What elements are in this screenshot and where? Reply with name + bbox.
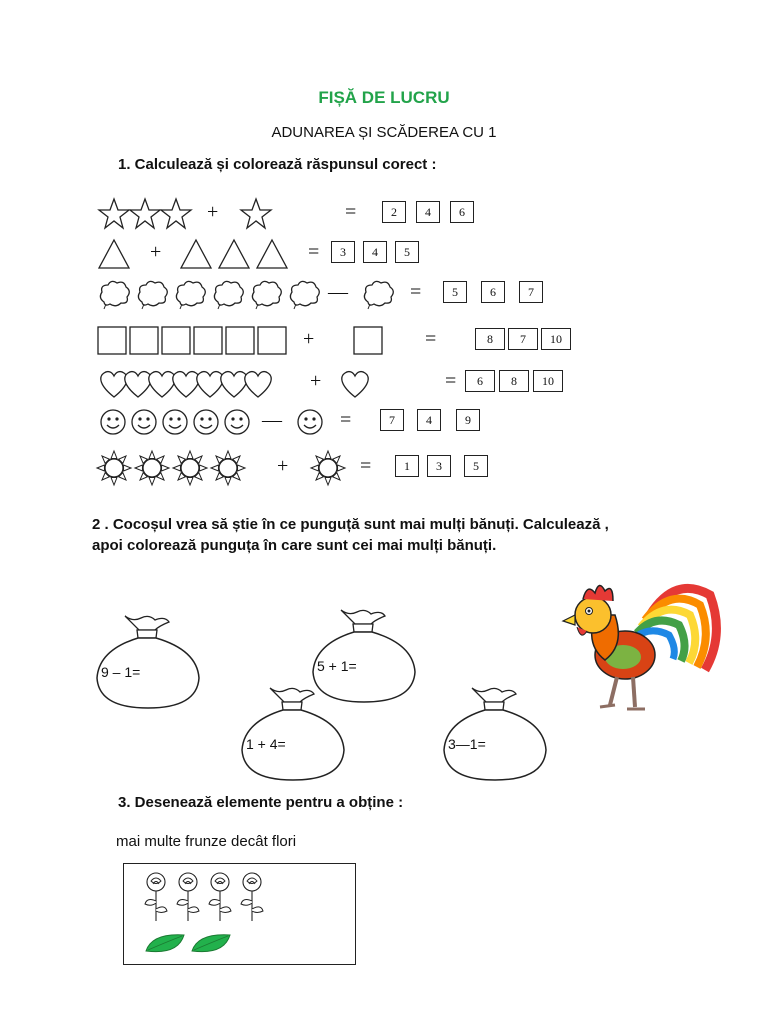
equals-sign: = — [308, 241, 320, 263]
exercise2-instruction-line2: apoi colorează punguța în care sunt cei mai mulți bănuți. — [92, 537, 497, 554]
sun-icon — [172, 450, 208, 486]
equals-sign: = — [410, 281, 422, 303]
answer-option-box[interactable]: 4 — [417, 409, 441, 431]
heart-icon — [337, 365, 373, 401]
square-icon — [192, 323, 228, 359]
answer-option-box[interactable]: 8 — [475, 328, 505, 350]
star-icon — [158, 196, 194, 232]
answer-option-box[interactable]: 6 — [450, 201, 474, 223]
answer-option-box[interactable]: 5 — [395, 241, 419, 263]
triangle-icon — [216, 236, 252, 272]
answer-option-box[interactable]: 6 — [481, 281, 505, 303]
exercise3-task: mai multe frunze decât flori — [116, 833, 297, 850]
sun-icon — [134, 450, 170, 486]
answer-option-box[interactable]: 4 — [363, 241, 387, 263]
answer-option-box[interactable]: 9 — [456, 409, 480, 431]
cloud-icon — [96, 276, 132, 312]
triangle-icon — [254, 236, 290, 272]
cloud-icon — [360, 276, 396, 312]
triangle-icon — [96, 236, 132, 272]
operator: + — [277, 455, 289, 477]
answer-option-box[interactable]: 10 — [533, 370, 563, 392]
rooster-icon — [555, 575, 725, 725]
answer-option-box[interactable]: 5 — [443, 281, 467, 303]
operator: — — [262, 409, 282, 431]
money-bag-icon[interactable] — [93, 612, 203, 712]
answer-option-box[interactable]: 5 — [464, 455, 488, 477]
rose-flower-icon — [141, 871, 171, 923]
square-icon — [224, 323, 260, 359]
smiley-icon — [293, 404, 329, 440]
bag-expression: 3—1= — [448, 736, 486, 752]
rose-flower-icon — [205, 871, 235, 923]
answer-option-box[interactable]: 7 — [508, 328, 538, 350]
operator: + — [207, 201, 219, 223]
answer-option-box[interactable]: 4 — [416, 201, 440, 223]
bag-expression: 5 + 1= — [317, 658, 357, 674]
bag-expression: 9 – 1= — [101, 664, 141, 680]
rose-flower-icon — [237, 871, 267, 923]
equals-sign: = — [345, 201, 357, 223]
page-subtitle: ADUNAREA ȘI SCĂDEREA CU 1 — [271, 124, 497, 141]
operator: + — [310, 370, 322, 392]
equals-sign: = — [360, 455, 372, 477]
answer-option-box[interactable]: 7 — [380, 409, 404, 431]
page-title: FIȘĂ DE LUCRU — [318, 88, 450, 107]
operator: + — [303, 328, 315, 350]
answer-option-box[interactable]: 2 — [382, 201, 406, 223]
exercise1-instruction: 1. Calculează și colorează răspunsul corect : — [118, 156, 437, 173]
cloud-icon — [210, 276, 246, 312]
answer-option-box[interactable]: 8 — [499, 370, 529, 392]
square-icon — [352, 323, 388, 359]
rose-flower-icon — [173, 871, 203, 923]
square-icon — [160, 323, 196, 359]
money-bag-icon[interactable] — [238, 684, 348, 784]
leaf-icon — [190, 931, 232, 957]
square-icon — [256, 323, 292, 359]
sun-icon — [210, 450, 246, 486]
answer-option-box[interactable]: 7 — [519, 281, 543, 303]
smiley-icon — [220, 404, 256, 440]
triangle-icon — [178, 236, 214, 272]
equals-sign: = — [445, 370, 457, 392]
answer-option-box[interactable]: 10 — [541, 328, 571, 350]
star-icon — [238, 196, 274, 232]
bag-expression: 1 + 4= — [246, 736, 286, 752]
sun-icon — [96, 450, 132, 486]
square-icon — [96, 323, 132, 359]
cloud-icon — [248, 276, 284, 312]
operator: + — [150, 241, 162, 263]
equals-sign: = — [425, 328, 437, 350]
sun-icon — [310, 450, 346, 486]
answer-option-box[interactable]: 1 — [395, 455, 419, 477]
exercise3-instruction: 3. Desenează elemente pentru a obține : — [118, 794, 404, 811]
answer-option-box[interactable]: 3 — [331, 241, 355, 263]
cloud-icon — [172, 276, 208, 312]
money-bag-icon[interactable] — [440, 684, 550, 784]
equals-sign: = — [340, 409, 352, 431]
leaf-icon — [144, 931, 186, 957]
answer-option-box[interactable]: 3 — [427, 455, 451, 477]
exercise2-instruction-line1: 2 . Cocoșul vrea să știe în ce punguță sunt mai mulți bănuți. Calculează , — [92, 516, 609, 533]
cloud-icon — [286, 276, 322, 312]
heart-icon — [240, 365, 276, 401]
cloud-icon — [134, 276, 170, 312]
answer-option-box[interactable]: 6 — [465, 370, 495, 392]
square-icon — [128, 323, 164, 359]
operator: — — [328, 281, 348, 303]
